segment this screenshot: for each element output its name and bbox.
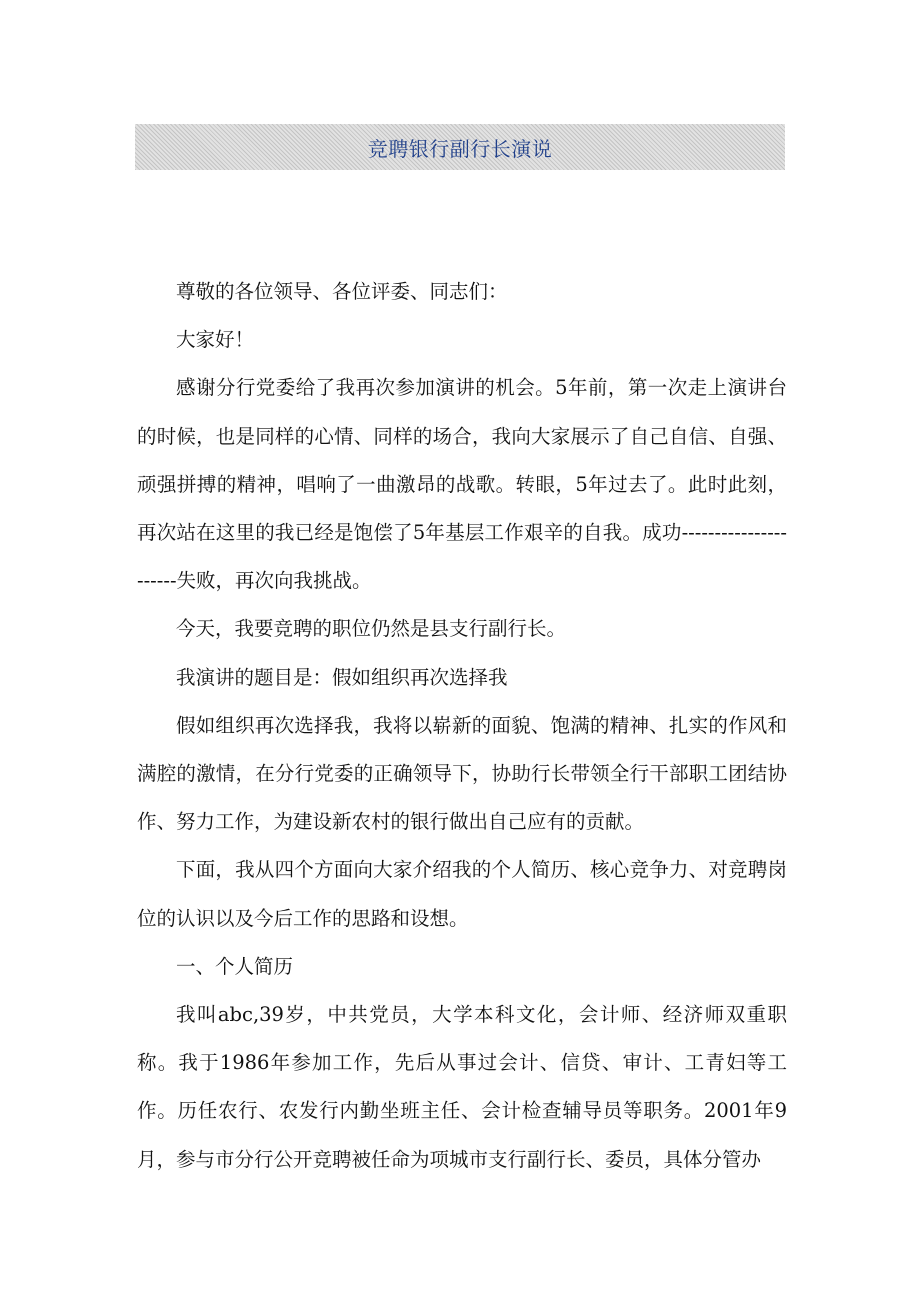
paragraph-resume: 我叫abc,39岁，中共党员，大学本科文化，会计师、经济师双重职称。我于1986年参加工作，先后从事过会计、信贷、审计、工青妇等工作。历任农行、农发行内勤坐班主任、会计检查辅导员等职务。2001年9月，参与市分行公开竞聘被任命为项城市支行副行长、委员，具体分管办	[137, 1003, 787, 1171]
paragraph-greeting: 大家好！	[176, 328, 255, 352]
paragraph-thanks: 感谢分行党委给了我再次参加演讲的机会。5年前，第一次走上演讲台的时候，也是同样的心情、同样的场合，我向大家展示了自己自信、自强、顽强拼搏的精神，唱响了一曲激昂的战歌。转眼，5年过去了。此时此刻，再次站在这里的我已经是饱偿了5年基层工作艰辛的自我。成功----------------------失败，再次向我挑战。	[137, 376, 787, 593]
paragraph-commitment: 假如组织再次选择我，我将以崭新的面貌、饱满的精神、扎实的作风和满腔的激情，在分行党委的正确领导下，协助行长带领全行干部职工团结协作、努力工作，为建设新农村的银行做出自己应有的贡献。	[137, 713, 787, 834]
paragraph-position: 今天，我要竞聘的职位仍然是县支行副行长。	[176, 617, 567, 641]
paragraph-topic: 我演讲的题目是：假如组织再次选择我	[176, 665, 508, 689]
paragraph-outline: 下面，我从四个方面向大家介绍我的个人简历、核心竞争力、对竞聘岗位的认识以及今后工作的思路和设想。	[137, 858, 787, 930]
section-heading-resume: 一、个人简历	[176, 954, 294, 978]
title-banner	[135, 124, 785, 170]
paragraph-salutation: 尊敬的各位领导、各位评委、同志们：	[176, 280, 508, 303]
document-body	[137, 268, 787, 1184]
document-title: 竞聘银行副行长演说	[367, 136, 553, 161]
